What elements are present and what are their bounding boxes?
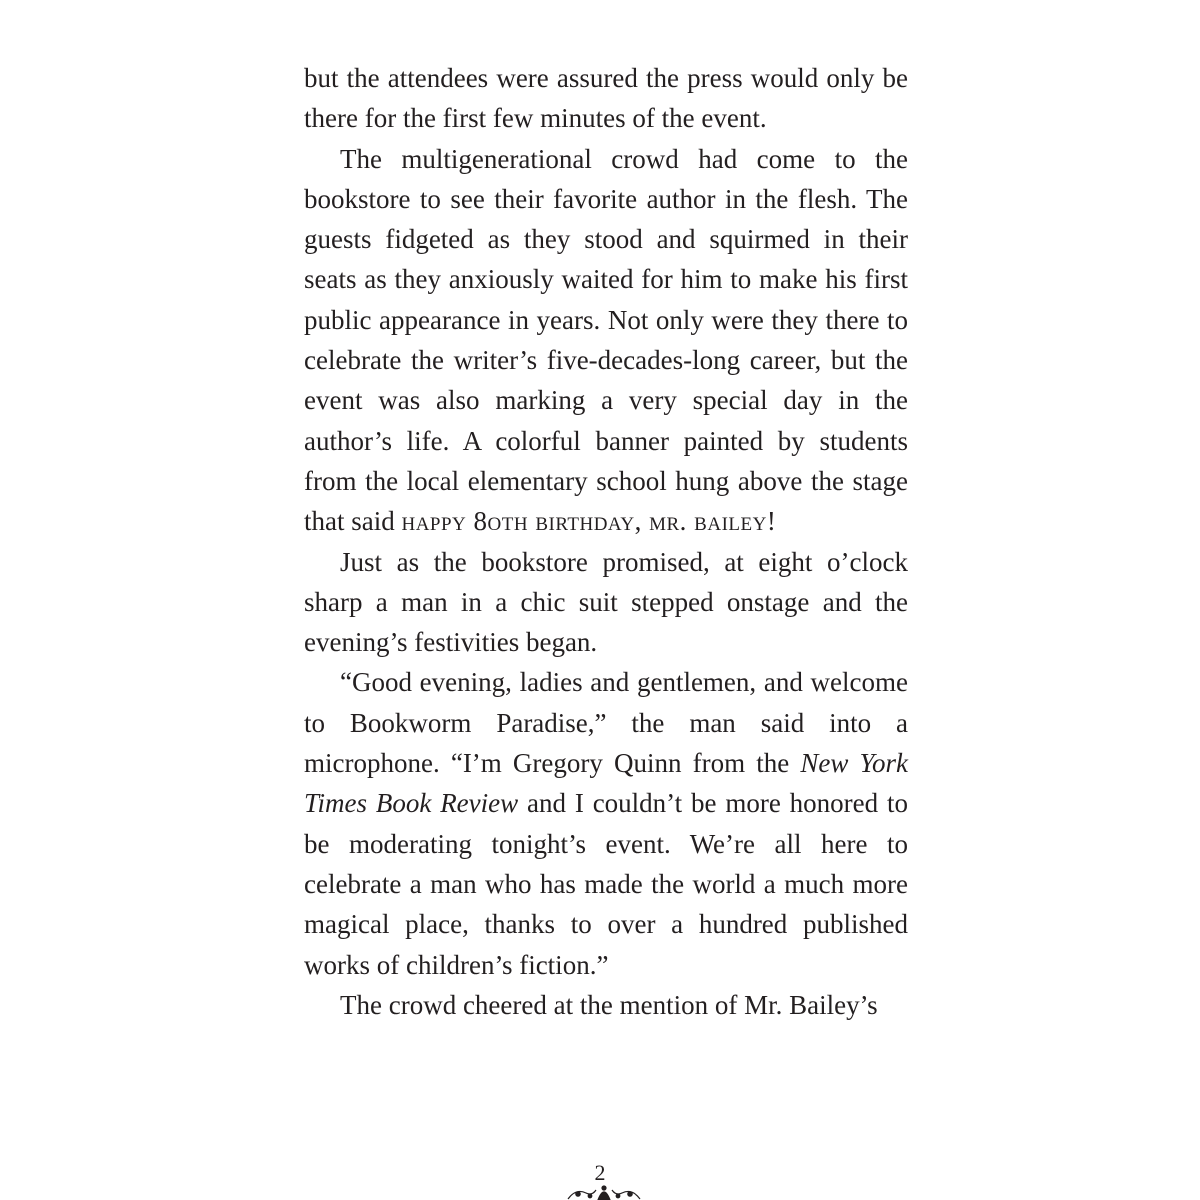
paragraph-2-text: The multigenerational crowd had come to the bookstore to see their favorite author in the flesh. The guests fidgeted as they stood and squirmed in their seats as they anxiously waited for him to make his first public appearance in years. Not only were they there to celebrate the writer’s five-decades-long career, but the event was also marking a very special day in the author’s life. A colorful banner painted by students from the local elementary school hung above the stage that said — [304, 143, 908, 537]
paragraph-4-text-b: and I couldn’t be more honored to be moderating tonight’s event. We’re all here to celebrate a man who has made the world a much more magical place, thanks to over a hundred published works of children’s fiction.” — [304, 788, 909, 980]
publication-title: New York Times Book Review — [304, 748, 908, 819]
paragraph-5 — [304, 985, 908, 1025]
banner-text: happy 8oth birthday, mr. bailey — [401, 506, 767, 537]
paragraph-5-text: The crowd cheered at the mention of Mr. Bailey’s — [340, 989, 878, 1020]
paragraph-3-text: Just as the bookstore promised, at eight o’clock sharp a man in a chic suit stepped onstage and the evening’s festivities began. — [304, 546, 908, 658]
page-number: 2 — [594, 1160, 606, 1185]
paragraph-4-text-a: “Good evening, ladies and gentlemen, and welcome to Bookworm Paradise,” the man said into a microphone. “I’m Gregory Quinn from the — [304, 667, 908, 779]
paragraph-1 — [304, 58, 908, 139]
body-text — [304, 58, 908, 1025]
decorative-flourish-icon — [566, 1184, 642, 1200]
paragraph-2-end: ! — [766, 506, 776, 537]
paragraph-1-text: but the attendees were assured the press would only be there for the first few minutes of the event. — [304, 63, 908, 134]
paragraph-4 — [304, 662, 908, 984]
paragraph-3 — [304, 542, 908, 663]
paragraph-2 — [304, 139, 908, 542]
